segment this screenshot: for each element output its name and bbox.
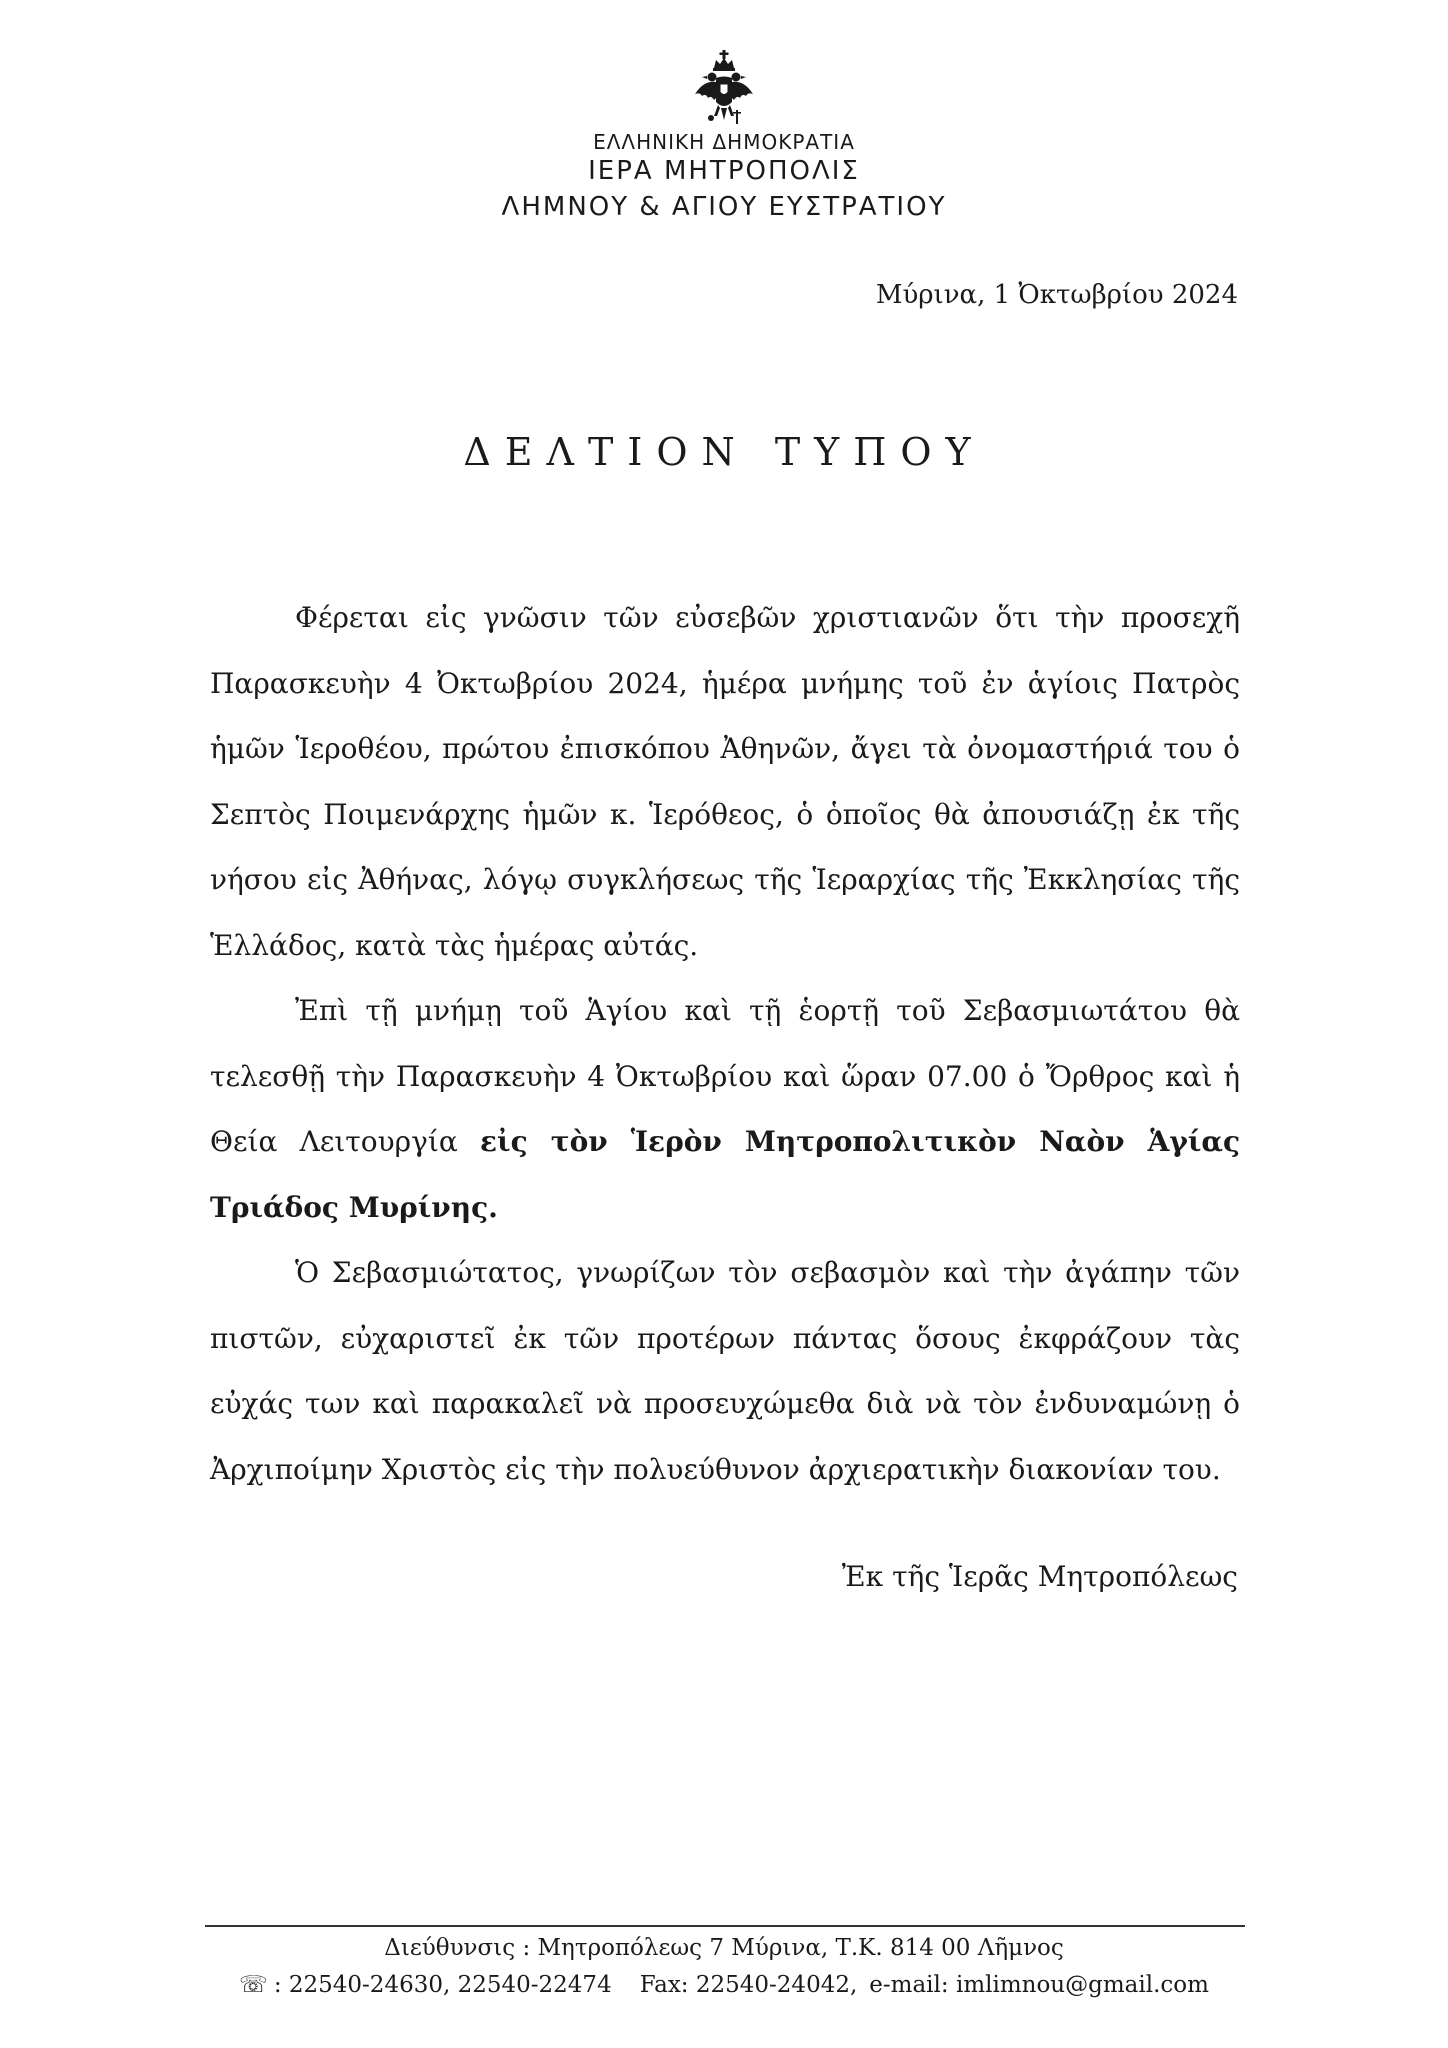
paragraph-3: Ὁ Σεβασμιώτατος, γνωρίζων τὸν σεβασμὸν καὶ τὴν ἀγάπην τῶν πιστῶν, εὐχαριστεῖ ἐκ τῶν προτέρων πάντας ὅσους ἐκφράζουν τὰς εὐχάς των καὶ παρακαλεῖ νὰ προσευχώμεθα διὰ νὰ τὸν ἐνδυναμώνῃ ὁ Ἀρχιποίμην Χριστὸς εἰς τὴν πολυεύθυνον ἀρχιερατικὴν διακονίαν του. — [210, 1256, 1240, 1486]
paragraph-2 — [210, 978, 1240, 1240]
header-country: ΕΛΛΗΝΙΚΗ ΔΗΜΟΚΡΑΤΙΑ — [593, 130, 855, 154]
footer-email[interactable]: e-mail: imlimnou@gmail.com — [869, 1972, 1209, 1998]
paragraph-2-bold-location: εἰς τὸν Ἱερὸν Μητροπολιτικὸν Ναὸν Ἁγίας Τριάδος Μυρίνης. — [210, 1125, 1241, 1224]
paragraph-2-text: Ἐπὶ τῇ μνήμῃ τοῦ Ἁγίου καὶ τῇ ἑορτῇ τοῦ Σεβασμιωτάτου θὰ τελεσθῇ τὴν Παρασκευὴν 4 Ὀκτωβρίου καὶ ὥραν 07.00 ὁ Ὄρθρος καὶ ἡ Θεία Λειτουργία — [210, 994, 1240, 1158]
footer-fax: Fax: 22540-24042, — [639, 1972, 858, 1998]
footer-address: Διεύθυνσις : Μητροπόλεως 7 Μύρινα, Τ.Κ. 814 00 Λῆμνος — [384, 1935, 1064, 1961]
document-body — [210, 585, 1240, 1502]
header-metropolis: ΙΕΡΑ ΜΗΤΡΟΠΟΛΙΣ — [588, 156, 860, 186]
footer-divider — [205, 1925, 1245, 1927]
paragraph-1: Φέρεται εἰς γνῶσιν τῶν εὐσεβῶν χριστιανῶν ὅτι τὴν προσεχῆ Παρασκευὴν 4 Ὀκτωβρίου 2024, ἡμέρα μνήμης τοῦ ἐν ἁγίοις Πατρὸς ἡμῶν Ἱεροθέου, πρώτου ἐπισκόπου Ἀθηνῶν, ἄγει τὰ ὀνομαστήριά του ὁ Σεπτὸς Ποιμενάρχης ἡμῶν κ. Ἱερόθεος, ὁ ὁποῖος θὰ ἀπουσιάζῃ ἐκ τῆς νήσου εἰς Ἀθήνας, λόγῳ συγκλήσεως τῆς Ἱεραρχίας τῆς Ἐκκλησίας τῆς Ἑλλάδος, κατὰ τὰς ἡμέρας αὐτάς. — [210, 601, 1240, 962]
document-title: ΔΕΛΤΙΟΝ ΤΥΠΟΥ — [463, 430, 985, 474]
document-date: Μύρινα, 1 Ὀκτωβρίου 2024 — [875, 280, 1238, 310]
footer-phones: : 22540-24630, 22540-22474 — [273, 1972, 612, 1998]
signoff: Ἐκ τῆς Ἱερᾶς Μητροπόλεως — [841, 1560, 1238, 1593]
double-headed-eagle-icon — [692, 50, 756, 132]
telephone-icon: ☏ — [239, 1972, 268, 1998]
footer-contacts — [0, 1972, 1448, 1998]
header-region: ΛΗΜΝΟΥ & ΑΓΙΟΥ ΕΥΣΤΡΑΤΙΟΥ — [501, 192, 947, 222]
